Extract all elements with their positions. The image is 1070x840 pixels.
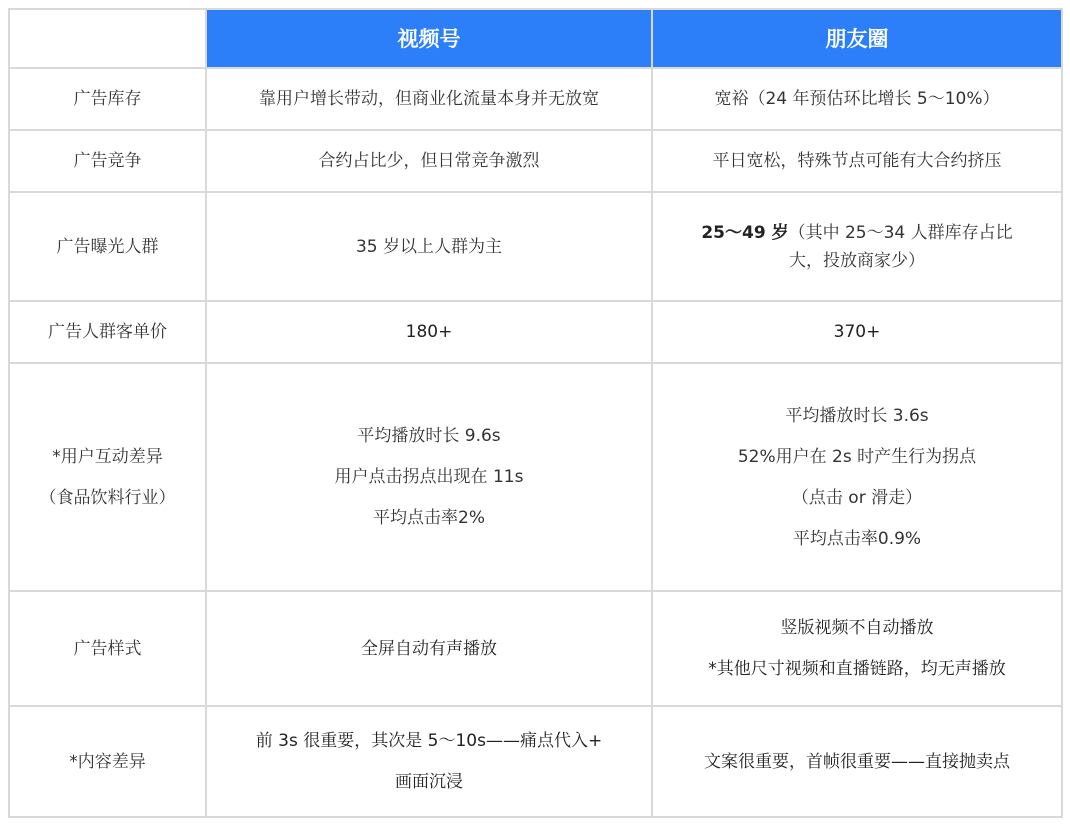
stat-line: （点击 or 滑走） (791, 487, 923, 508)
stat-line: 平均播放时长 3.6s (785, 405, 929, 426)
cell-pengyouquan (652, 591, 1062, 706)
header-row (9, 9, 1062, 68)
stat-line: 52%用户在 2s 时产生行为拐点 (737, 446, 977, 467)
cell-pengyouquan: 370+ (652, 301, 1062, 363)
cell-pengyouquan (652, 363, 1062, 591)
row-label: *内容差异 (9, 706, 206, 817)
cell-pengyouquan: 平日宽松，特殊节点可能有大合约挤压 (652, 130, 1062, 192)
stat-line: 平均播放时长 9.6s (357, 426, 501, 446)
table-row-unit-price (9, 301, 1062, 363)
cell-pengyouquan: 文案很重要，首帧很重要——直接抛卖点 (652, 706, 1062, 817)
comparison-table (8, 8, 1063, 818)
cell-shipinhao: 合约占比少，但日常竞争激烈 (206, 130, 652, 192)
table-row-ad-competition (9, 130, 1062, 192)
cell-shipinhao (206, 706, 652, 817)
age-range-bold: 25～49 岁 (701, 222, 789, 243)
table-row-ad-style (9, 591, 1062, 706)
cell-shipinhao: 全屏自动有声播放 (206, 591, 652, 706)
content-line: 画面沉浸 (395, 772, 463, 792)
table-row-content (9, 706, 1062, 817)
cell-shipinhao: 180+ (206, 301, 652, 363)
cell-shipinhao: 35 岁以上人群为主 (206, 192, 652, 301)
cell-pengyouquan: 宽裕（24 年预估环比增长 5～10%） (652, 68, 1062, 130)
table-row-ad-inventory (9, 68, 1062, 130)
cell-pengyouquan (652, 192, 1062, 301)
table-row-interaction (9, 363, 1062, 591)
content-line: 前 3s 很重要，其次是 5～10s——痛点代入+ (255, 731, 603, 751)
row-label (9, 363, 206, 591)
audience-note-cont: 大，投放商家少） (789, 250, 925, 271)
row-label-line: *用户互动差异 (52, 446, 163, 467)
row-label: 广告人群客单价 (9, 301, 206, 363)
row-label: 广告曝光人群 (9, 192, 206, 301)
row-label: 广告库存 (9, 68, 206, 130)
row-label: 广告竞争 (9, 130, 206, 192)
table-row-ad-audience (9, 192, 1062, 301)
header-corner-cell (9, 9, 206, 68)
stat-line: 平均点击率0.9% (792, 528, 922, 549)
cell-shipinhao (206, 363, 652, 591)
stat-line: 用户点击拐点出现在 11s (334, 467, 524, 487)
cell-shipinhao: 靠用户增长带动，但商业化流量本身并无放宽 (206, 68, 652, 130)
row-label-line: （食品饮料行业） (39, 487, 176, 508)
header-pengyouquan: 朋友圈 (652, 9, 1062, 68)
row-label: 广告样式 (9, 591, 206, 706)
style-line: *其他尺寸视频和直播链路，均无声播放 (708, 659, 1006, 679)
style-line: 竖版视频不自动播放 (780, 618, 934, 638)
stat-line: 平均点击率2% (373, 508, 485, 528)
audience-note: （其中 25～34 人群库存占比 (788, 222, 1013, 243)
header-shipinhao: 视频号 (206, 9, 652, 68)
